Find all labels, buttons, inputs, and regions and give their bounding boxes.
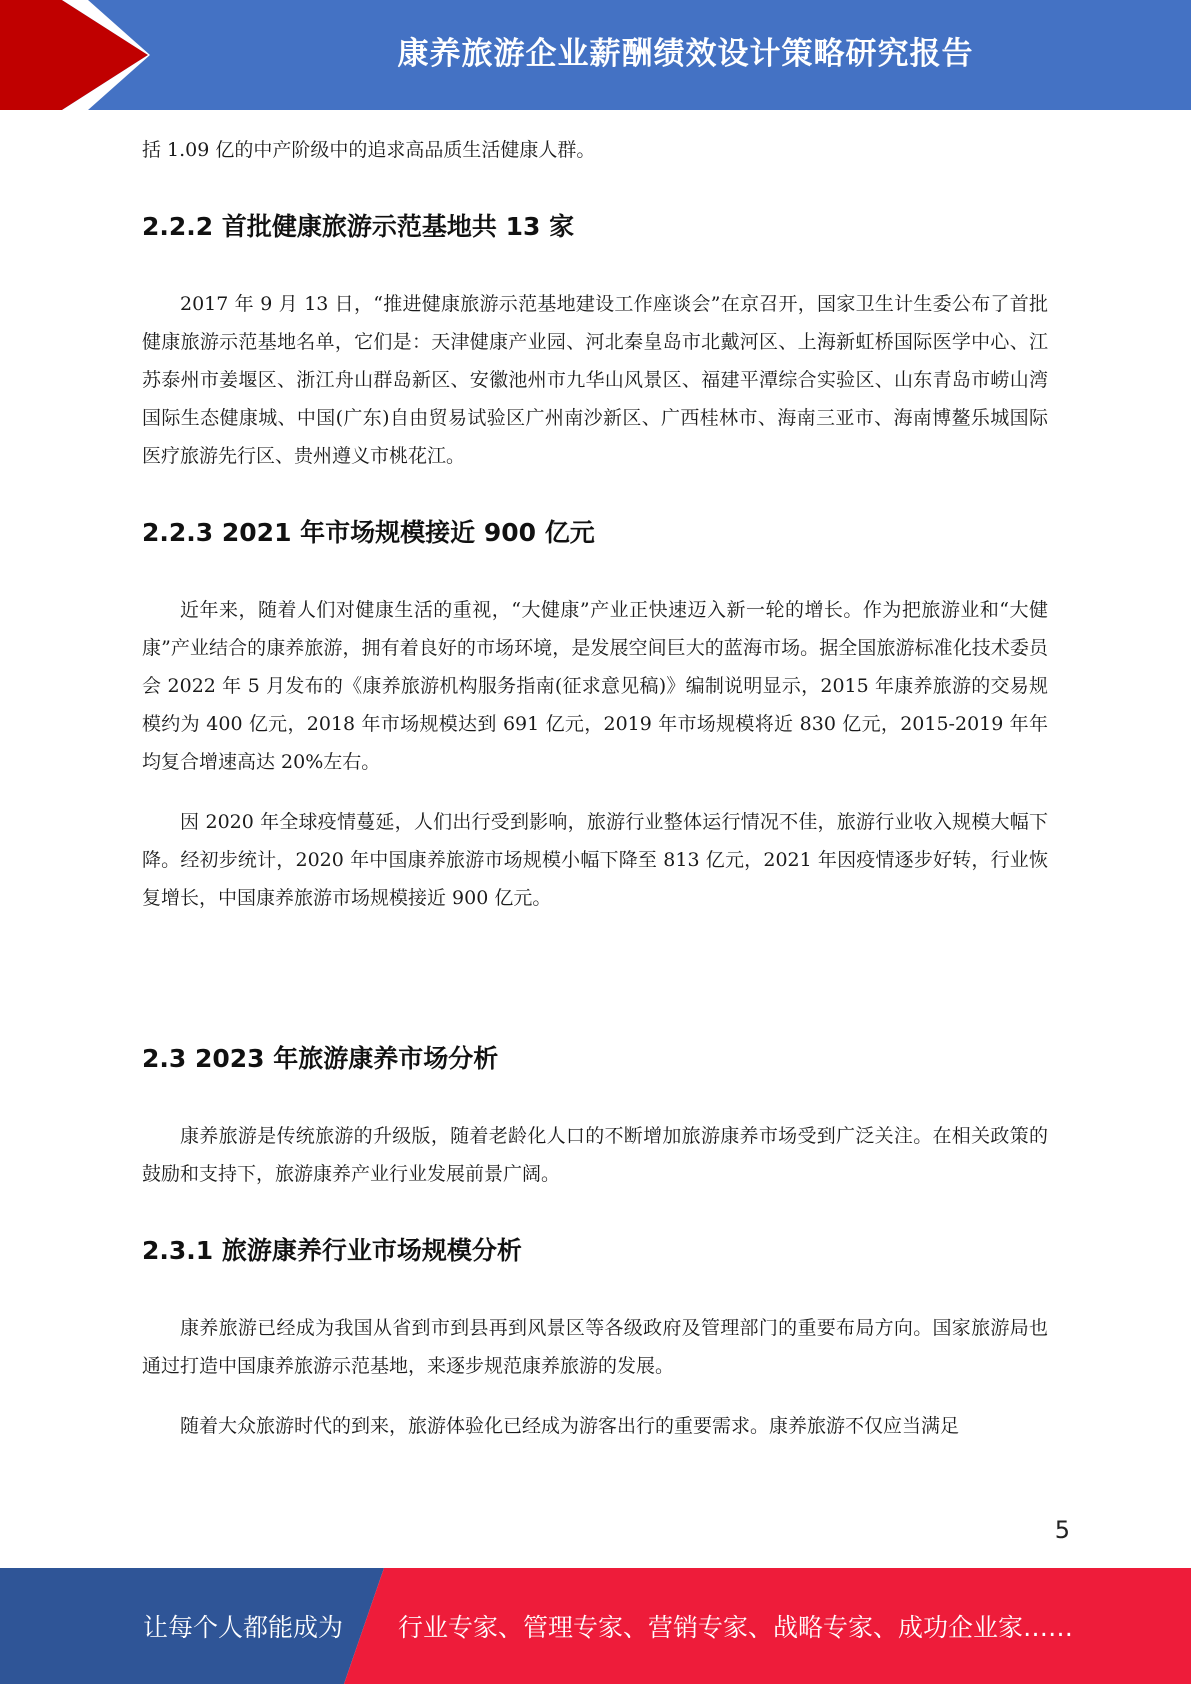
section-heading-2-3-1: 2.3.1 旅游康养行业市场规模分析	[142, 1236, 522, 1265]
paragraph-2-3-1-a: 康养旅游已经成为我国从省到市到县再到风景区等各级政府及管理部门的重要布局方向。国家旅游局也通过打造中国康养旅游示范基地，来逐步规范康养旅游的发展。	[142, 1317, 1048, 1377]
section-heading-2-3: 2.3 2023 年旅游康养市场分析	[142, 1044, 499, 1073]
footer-slogan-left: 让每个人都能成为	[143, 1613, 344, 1642]
footer-slogan-right: 行业专家、管理专家、营销专家、战略专家、成功企业家……	[398, 1613, 1074, 1642]
header-title: 康养旅游企业薪酬绩效设计策略研究报告	[397, 35, 974, 72]
paragraph-2-2-2: 2017 年 9 月 13 日，“推进健康旅游示范基地建设工作座谈会”在京召开，国家卫生计生委公布了首批健康旅游示范基地名单，它们是：天津健康产业园、河北秦皇岛市北戴河区、上海新虹桥国际医学中心、江苏泰州市姜堰区、浙江舟山群岛新区、安徽池州市九华山风景区、福建平潭综合实验区、山东青岛市崂山湾国际生态健康城、中国(广东)自由贸易试验区广州南沙新区、广西桂林市、海南三亚市、海南博鳌乐城国际医疗旅游先行区、贵州遵义市桃花江。	[142, 293, 1048, 467]
paragraph-2-2-3-b: 因 2020 年全球疫情蔓延，人们出行受到影响，旅游行业整体运行情况不佳，旅游行业收入规模大幅下降。经初步统计，2020 年中国康养旅游市场规模小幅下降至 813 亿元，2021 年因疫情逐步好转，行业恢复增长，中国康养旅游市场规模接近 900 亿元。	[142, 811, 1048, 909]
section-heading-2-2-3: 2.2.3 2021 年市场规模接近 900 亿元	[142, 518, 595, 547]
page-header	[0, 0, 1191, 110]
page-footer	[0, 1568, 1191, 1684]
paragraph-2-3: 康养旅游是传统旅游的升级版，随着老龄化人口的不断增加旅游康养市场受到广泛关注。在相关政策的鼓励和支持下，旅游康养产业行业发展前景广阔。	[142, 1125, 1048, 1185]
section-heading-2-2-2: 2.2.2 首批健康旅游示范基地共 13 家	[142, 212, 575, 241]
paragraph-continued: 括 1.09 亿的中产阶级中的追求高品质生活健康人群。	[142, 139, 596, 161]
paragraph-2-2-3-a: 近年来，随着人们对健康生活的重视，“大健康”产业正快速迈入新一轮的增长。作为把旅游业和“大健康”产业结合的康养旅游，拥有着良好的市场环境，是发展空间巨大的蓝海市场。据全国旅游标准化技术委员会 2022 年 5 月发布的《康养旅游机构服务指南(征求意见稿)》编制说明显示，2015 年康养旅游的交易规模约为 400 亿元，2018 年市场规模达到 691 亿元，2019 年市场规模将近 830 亿元，2015-2019 年年均复合增速高达 20%左右。	[142, 599, 1048, 773]
document-body	[142, 131, 1048, 1445]
page-number: 5	[1054, 1516, 1070, 1544]
paragraph-2-3-1-b: 随着大众旅游时代的到来，旅游体验化已经成为游客出行的重要需求。康养旅游不仅应当满足	[180, 1415, 960, 1437]
